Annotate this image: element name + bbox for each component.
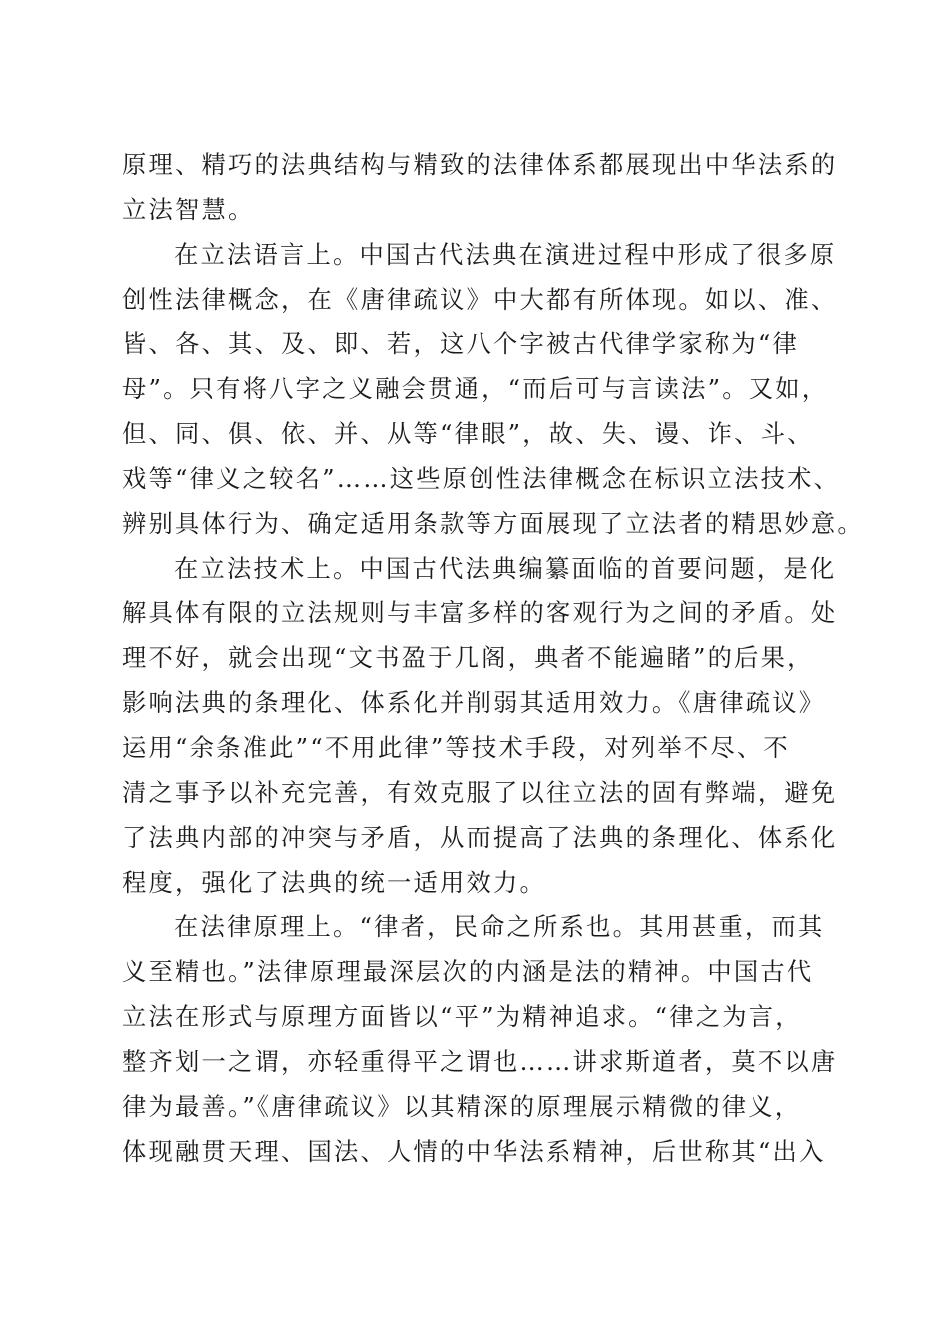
text-line: 皆、各、其、及、即、若，这八个字被古代律学家称为“律 <box>122 329 800 359</box>
text-line: 程度，强化了法典的统一适用效力。 <box>122 867 546 897</box>
text-line: 原理、精巧的法典结构与精致的法律体系都展现出中华法系的 <box>122 150 838 179</box>
text-line: 立法智慧。 <box>122 194 255 224</box>
text-line: 清之事予以补充完善，有效克服了以往立法的固有弊端，避免 <box>122 777 838 807</box>
text-line: 律为最善。”《唐律疏议》以其精深的原理展示精微的律义， <box>122 1091 802 1121</box>
paragraph-start-line: 在立法语言上。中国古代法典在演进过程中形成了很多原 <box>174 239 837 269</box>
text-line: 了法典内部的冲突与矛盾，从而提高了法典的条理化、体系化 <box>122 822 838 852</box>
body-text <box>122 143 864 1174</box>
text-line: 但、同、俱、依、并、从等“律眼”，故、失、谩、诈、斗、 <box>122 419 814 449</box>
text-line: 创性法律概念，在《唐律疏议》中大都有所体现。如以、准、 <box>122 284 838 314</box>
text-line: 戏等“律义之较名”……这些原创性法律概念在标识立法技术、 <box>122 463 841 493</box>
text-line: 整齐划一之谓，亦轻重得平之谓也……讲求斯道者，莫不以唐 <box>122 1046 838 1076</box>
text-line: 义至精也。”法律原理最深层次的内涵是法的精神。中国古代 <box>122 957 814 987</box>
text-line: 体现融贯天理、国法、人情的中华法系精神，后世称其“出入 <box>122 1136 826 1166</box>
text-line: 影响法典的条理化、体系化并削弱其适用效力。《唐律疏议》 <box>122 688 826 718</box>
text-line: 辨别具体行为、确定适用条款等方面展现了立法者的精思妙意。 <box>122 508 864 538</box>
paragraph-start-line: 在立法技术上。中国古代法典编纂面临的首要问题，是化 <box>174 553 837 583</box>
text-line: 立法在形式与原理方面皆以“平”为精神追求。“律之为言， <box>122 1002 802 1032</box>
paragraph-start-line: 在法律原理上。“律者，民命之所系也。其用甚重，而其 <box>174 912 825 942</box>
text-line: 运用“余条准此”“不用此律”等技术手段，对列举不尽、不 <box>122 732 790 762</box>
text-line: 解具体有限的立法规则与丰富多样的客观行为之间的矛盾。处 <box>122 598 838 628</box>
text-line: 理不好，就会出现“文书盈于几阁，典者不能遍睹”的后果， <box>122 643 814 673</box>
text-line: 母”。只有将八字之义融会贯通，“而后可与言读法”。又如， <box>122 374 829 404</box>
